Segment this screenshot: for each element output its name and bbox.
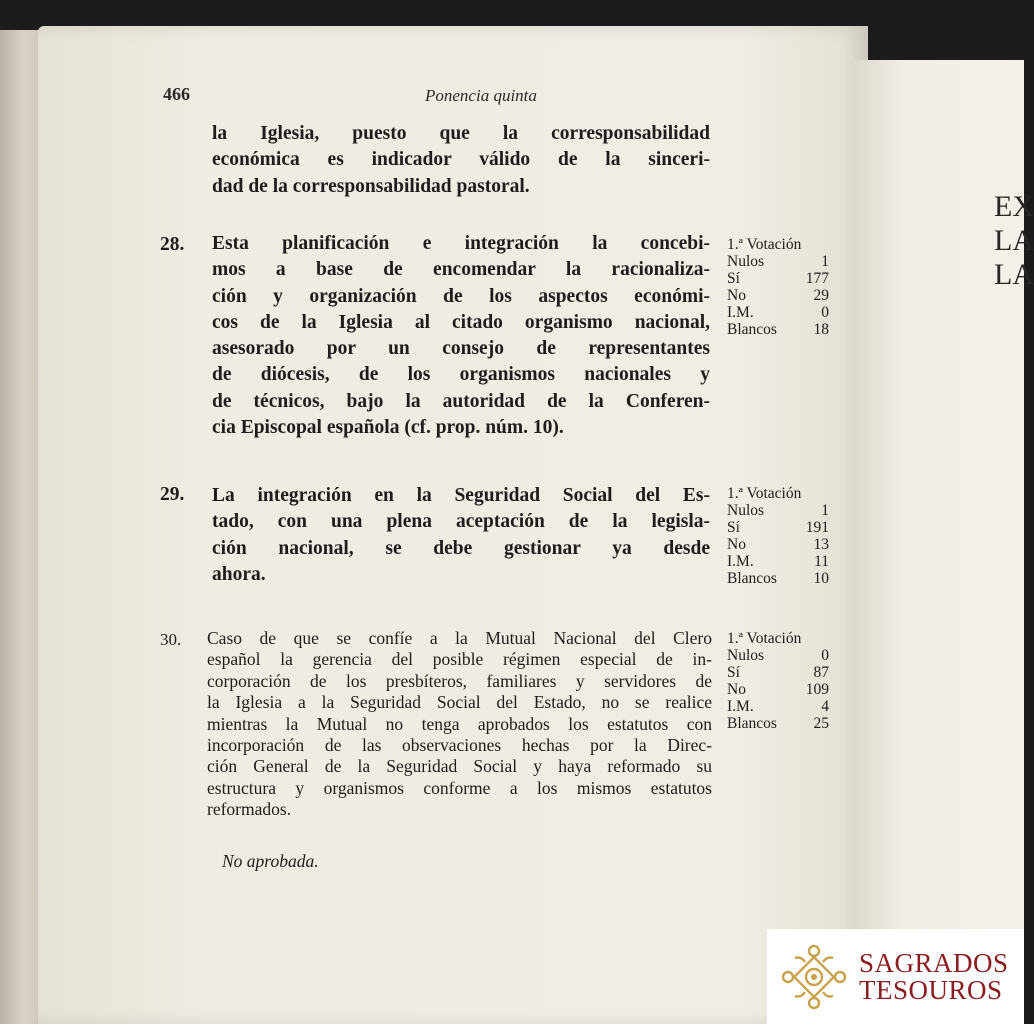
book-spine-edge	[0, 30, 40, 1024]
vote-row: Sí 177	[727, 270, 829, 287]
vote-row: Nulos 0	[727, 647, 829, 664]
vote-table-30	[727, 630, 829, 732]
vote-row: Blancos 10	[727, 570, 829, 587]
vote-row: Nulos 1	[727, 502, 829, 519]
right-page-text: EX LA LA	[994, 190, 1034, 291]
vote-row: I.M. 4	[727, 698, 829, 715]
item-number-28: 28.	[160, 234, 185, 255]
vote-row: I.M. 11	[727, 553, 829, 570]
vote-row: Sí 191	[727, 519, 829, 536]
vote-row: Blancos 25	[727, 715, 829, 732]
logo-wordmark: SAGRADOS TESOUROS	[859, 947, 1009, 1005]
vote-row: No 109	[727, 681, 829, 698]
continuation-paragraph: la Iglesia, puesto que la corresponsabilidad económica es indicador válido de la sinceri- dad de la corresponsabilidad pastoral.	[212, 123, 710, 197]
vote-row: I.M. 0	[727, 304, 829, 321]
watermark-logo	[767, 929, 1024, 1024]
vote-title: 1.ª Votación	[727, 630, 802, 647]
vote-row: Blancos 18	[727, 321, 829, 338]
vote-row: No 29	[727, 287, 829, 304]
item-number-29: 29.	[160, 484, 185, 505]
vote-row: No 13	[727, 536, 829, 553]
item-number-30: 30.	[160, 630, 182, 649]
item-29-text: La integración en la Seguridad Social del Es- tado, con una plena aceptación de la legisla- ción nacional, se debe gestionar ya desde ahora.	[212, 485, 710, 585]
vote-table-29	[727, 485, 829, 587]
vote-title: 1.ª Votación	[727, 236, 802, 253]
item-30-verdict: No aprobada.	[222, 851, 319, 871]
vote-row: Sí 87	[727, 664, 829, 681]
item-30-text: Caso de que se confíe a la Mutual Nacional del Clero español la gerencia del posible régimen especial de in- corporación de los presbíteros, familiares y servidores de la Iglesia a la Seguridad Social del Estado, no se realice mientras la Mutual no tenga aprobados los estatutos con incorporación de las observaciones hechas por la Direc- ción General de la Seguridad Social y haya reformado su estructura y organismos conforme a los mismos estatutos reformados.	[207, 628, 712, 820]
vote-row: Nulos 1	[727, 253, 829, 270]
item-28-text: Esta planificación e integración la concebi- mos a base de encomendar la racionaliza- ción y organización de los aspectos económi- cos de la Iglesia al citado organismo nacional, asesorado por un consejo de representantes de diócesis, de los organismos nacionales y de técnicos, bajo la autoridad de la Conferen- cia Episcopal española (cf. prop. núm. 10).	[212, 233, 710, 439]
ornament-icon	[779, 942, 849, 1012]
vote-title: 1.ª Votación	[727, 485, 802, 502]
running-title: Ponencia quinta	[425, 86, 537, 105]
vote-table-28	[727, 236, 829, 338]
page-number: 466	[163, 84, 190, 104]
